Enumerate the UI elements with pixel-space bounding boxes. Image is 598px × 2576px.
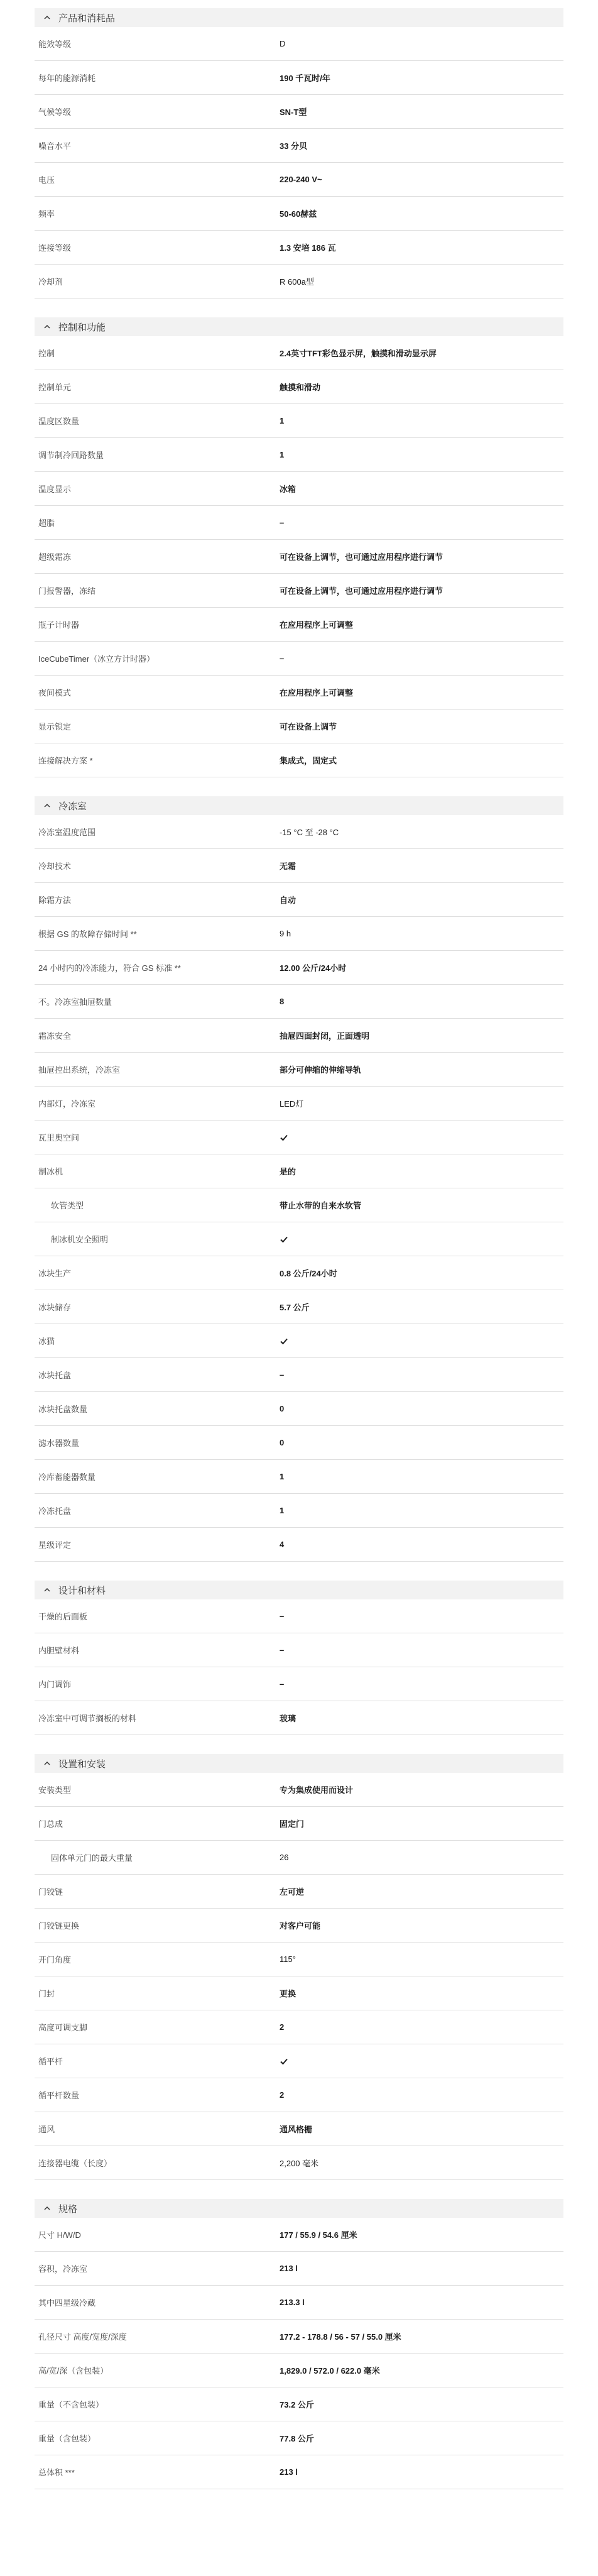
spec-value: 2,200 毫米 <box>280 2159 319 2168</box>
spec-row <box>35 438 563 472</box>
spec-label: 每年的能源消耗 <box>38 74 96 83</box>
spec-label: 高度可调支脚 <box>38 2023 88 2032</box>
spec-row <box>35 336 563 370</box>
spec-value: 冰箱 <box>280 485 296 494</box>
spec-row <box>35 27 563 61</box>
chevron-up-icon <box>40 1581 55 1599</box>
spec-row <box>35 676 563 710</box>
spec-value: 0.8 公斤/24小时 <box>280 1269 337 1278</box>
spec-value: 1 <box>280 416 285 425</box>
spec-label: 控制 <box>38 349 55 358</box>
spec-row <box>35 2320 563 2354</box>
spec-label: 通风 <box>38 2125 55 2134</box>
spec-label: IceCubeTimer（冰立方计时器） <box>38 654 155 664</box>
spec-label: 连接等级 <box>38 243 72 253</box>
spec-row <box>35 608 563 642</box>
section-title: 冷冻室 <box>58 801 87 812</box>
spec-label: 冷冻室温度范围 <box>38 828 96 837</box>
spec-row <box>35 1392 563 1426</box>
spec-value: – <box>280 518 285 527</box>
spec-row <box>35 1807 563 1841</box>
spec-row <box>35 2421 563 2455</box>
spec-value: 2 <box>280 2022 285 2032</box>
spec-label: 制冰机 <box>38 1167 63 1176</box>
spec-label: 冷冻室中可调节搁板的材料 <box>38 1714 137 1723</box>
spec-value: 177.2 - 178.8 / 56 - 57 / 55.0 厘米 <box>280 2332 401 2342</box>
spec-value: 50-60赫兹 <box>280 209 317 219</box>
spec-value: 0 <box>280 1404 285 1413</box>
spec-row <box>35 2286 563 2320</box>
spec-label: 内胆壁材料 <box>38 1646 80 1655</box>
spec-row <box>35 1222 563 1256</box>
spec-label: 频率 <box>38 209 55 219</box>
spec-row <box>35 2044 563 2078</box>
spec-value: 对客户可能 <box>280 1921 321 1931</box>
spec-value: D <box>280 39 286 48</box>
spec-row <box>35 1154 563 1188</box>
section-header-toggle[interactable] <box>35 2199 563 2218</box>
section-header-toggle[interactable] <box>35 796 563 815</box>
spec-value: 部分可伸缩的伸缩导轨 <box>280 1065 362 1075</box>
spec-value: 5.7 公斤 <box>280 1303 310 1312</box>
spec-label: 噪音水平 <box>38 141 72 151</box>
spec-value: 是的 <box>280 1167 296 1176</box>
spec-label: 冰块托盘数量 <box>38 1405 88 1414</box>
spec-value: 1 <box>280 1472 285 1481</box>
spec-value: 2.4英寸TFT彩色显示屏，触摸和滑动显示屏 <box>280 349 437 358</box>
spec-value: 通风格栅 <box>280 2125 313 2134</box>
spec-value: 自动 <box>280 896 296 905</box>
spec-label: 软管类型 <box>51 1201 84 1210</box>
spec-row <box>35 2078 563 2112</box>
spec-row <box>35 574 563 608</box>
spec-row <box>35 1290 563 1324</box>
spec-label: 安装类型 <box>38 1785 72 1795</box>
chevron-up-icon <box>40 8 55 27</box>
spec-label: 能效等级 <box>38 40 72 49</box>
spec-value: 在应用程序上可调整 <box>280 620 354 630</box>
spec-value: 可在设备上调节 <box>280 722 337 732</box>
spec-row <box>35 197 563 231</box>
spec-label: 滤水器数量 <box>38 1439 80 1448</box>
spec-row <box>35 1426 563 1460</box>
section-header-toggle[interactable] <box>35 317 563 336</box>
spec-row <box>35 1875 563 1909</box>
spec-value: 8 <box>280 997 285 1006</box>
section-title: 规格 <box>58 2203 78 2215</box>
spec-label: 连接解决方案 * <box>38 756 93 765</box>
spec-label: 尺寸 H/W/D <box>38 2230 81 2240</box>
spec-value: – <box>280 1611 285 1621</box>
spec-value: 213 l <box>280 2264 298 2273</box>
spec-label: 瓶子计时器 <box>38 620 80 630</box>
spec-label: 除霜方法 <box>38 896 72 905</box>
spec-label: 超脂 <box>38 518 55 528</box>
spec-label: 门封 <box>38 1989 55 1998</box>
spec-row <box>35 1943 563 1976</box>
spec-label: 调节制冷回路数量 <box>38 451 104 460</box>
spec-row <box>35 2455 563 2489</box>
spec-row <box>35 1087 563 1121</box>
chevron-up-icon <box>40 1754 55 1773</box>
spec-row <box>35 1773 563 1807</box>
spec-value: LED灯 <box>280 1099 304 1109</box>
spec-label: 门铰链更换 <box>38 1921 80 1931</box>
spec-label: 电压 <box>38 175 55 185</box>
section-title: 设置和安装 <box>58 1758 106 1770</box>
spec-row <box>35 985 563 1019</box>
spec-row <box>35 1976 563 2010</box>
spec-label: 孔径尺寸 高度/宽度/深度 <box>38 2332 127 2342</box>
spec-section <box>35 1581 563 1735</box>
spec-row <box>35 815 563 849</box>
spec-label: 显示锁定 <box>38 722 72 732</box>
checkmark-icon <box>280 1234 288 1244</box>
spec-row <box>35 1528 563 1562</box>
spec-label: 冷却技术 <box>38 862 72 871</box>
spec-label: 其中四星级冷藏 <box>38 2298 96 2308</box>
spec-label: 超级霜冻 <box>38 552 72 562</box>
spec-row <box>35 2146 563 2180</box>
spec-row <box>35 1460 563 1494</box>
spec-label: 制冰机安全照明 <box>51 1235 109 1244</box>
spec-label: 开门角度 <box>38 1955 72 1965</box>
spec-value: 190 千瓦时/年 <box>280 74 330 83</box>
spec-value: R 600a型 <box>280 277 314 287</box>
spec-row <box>35 129 563 163</box>
spec-label: 固体单元门的最大重量 <box>51 1853 133 1863</box>
spec-label: 冷冻托盘 <box>38 1506 72 1516</box>
spec-row <box>35 1494 563 1528</box>
spec-value: 2 <box>280 2090 285 2100</box>
spec-value: 集成式，固定式 <box>280 756 337 765</box>
spec-value: 0 <box>280 1438 285 1447</box>
spec-row <box>35 642 563 676</box>
spec-row <box>35 404 563 438</box>
section-title: 控制和功能 <box>58 322 106 333</box>
spec-value-check <box>280 2056 563 2066</box>
spec-label: 门铰链 <box>38 1887 63 1897</box>
spec-value: 213 l <box>280 2467 298 2477</box>
spec-row <box>35 61 563 95</box>
spec-row <box>35 1358 563 1392</box>
checkmark-icon <box>280 2056 288 2066</box>
spec-value: – <box>280 1370 285 1379</box>
spec-row <box>35 2010 563 2044</box>
spec-label: 循平杆数量 <box>38 2091 80 2100</box>
spec-value: 抽屉四面封闭，正面透明 <box>280 1031 370 1041</box>
spec-row <box>35 1841 563 1875</box>
spec-row <box>35 2387 563 2421</box>
spec-section <box>35 317 563 777</box>
spec-label: 冷却剂 <box>38 277 63 287</box>
spec-section <box>35 8 563 299</box>
spec-label: 冰块托盘 <box>38 1371 72 1380</box>
spec-value: -15 °C 至 -28 °C <box>280 828 339 837</box>
spec-row <box>35 1909 563 1943</box>
spec-value: 26 <box>280 1853 289 1862</box>
spec-value-check <box>280 1336 563 1346</box>
spec-value: 77.8 公斤 <box>280 2434 314 2443</box>
spec-row <box>35 95 563 129</box>
spec-value: 在应用程序上可调整 <box>280 688 354 698</box>
spec-value-check <box>280 1132 563 1143</box>
spec-row <box>35 540 563 574</box>
spec-row <box>35 1324 563 1358</box>
spec-value: 左可逆 <box>280 1887 305 1897</box>
spec-row <box>35 1121 563 1154</box>
section-title: 设计和材料 <box>58 1585 106 1596</box>
spec-row <box>35 1633 563 1667</box>
spec-label: 冰块生产 <box>38 1269 72 1278</box>
spec-label: 循平杆 <box>38 2057 63 2066</box>
spec-label: 冰块储存 <box>38 1303 72 1312</box>
spec-label: 气候等级 <box>38 107 72 117</box>
spec-row <box>35 917 563 951</box>
spec-row <box>35 951 563 985</box>
spec-label: 连接器电缆（长度） <box>38 2159 112 2168</box>
spec-section <box>35 2199 563 2489</box>
spec-value: 专为集成使用而设计 <box>280 1785 354 1795</box>
section-header-toggle[interactable] <box>35 1754 563 1773</box>
spec-row <box>35 1599 563 1633</box>
spec-label: 门报警器，冻结 <box>38 586 96 596</box>
spec-section <box>35 796 563 1562</box>
spec-value: 115° <box>280 1954 296 1964</box>
checkmark-icon <box>280 1132 288 1142</box>
spec-value: 177 / 55.9 / 54.6 厘米 <box>280 2230 357 2240</box>
spec-row <box>35 1701 563 1735</box>
spec-value: – <box>280 1645 285 1655</box>
spec-row <box>35 2252 563 2286</box>
spec-row <box>35 370 563 404</box>
spec-label: 冷库蓄能器数量 <box>38 1472 96 1482</box>
spec-row <box>35 1019 563 1053</box>
spec-row <box>35 265 563 299</box>
spec-label: 24 小时内的冷冻能力，符合 GS 标准 ** <box>38 963 181 973</box>
spec-value: 可在设备上调节，也可通过应用程序进行调节 <box>280 586 443 596</box>
spec-label: 瓦里奥空间 <box>38 1133 80 1143</box>
spec-row <box>35 710 563 743</box>
section-title: 产品和消耗品 <box>58 13 116 24</box>
spec-label: 冰猫 <box>38 1337 55 1346</box>
spec-value: 9 h <box>280 929 291 938</box>
spec-value: 1.3 安培 186 瓦 <box>280 243 336 253</box>
spec-value: 无霜 <box>280 862 296 871</box>
spec-row <box>35 231 563 265</box>
spec-row <box>35 506 563 540</box>
spec-label: 重量（含包装） <box>38 2434 96 2443</box>
spec-label: 不。冷冻室抽屉数量 <box>38 997 112 1007</box>
spec-value: 固定门 <box>280 1819 305 1829</box>
spec-row <box>35 1053 563 1087</box>
spec-label: 门总成 <box>38 1819 63 1829</box>
spec-value: 220-240 V~ <box>280 175 322 184</box>
spec-value: 可在设备上调节，也可通过应用程序进行调节 <box>280 552 443 562</box>
spec-row <box>35 743 563 777</box>
checkmark-icon <box>280 1336 288 1346</box>
spec-label: 星级评定 <box>38 1540 72 1550</box>
spec-label: 抽屉控出系统，冷冻室 <box>38 1065 121 1075</box>
spec-label: 根据 GS 的故障存储时间 ** <box>38 929 137 939</box>
spec-section <box>35 1754 563 2180</box>
spec-label: 温度区数量 <box>38 417 80 426</box>
spec-value: 玻璃 <box>280 1714 296 1723</box>
spec-row <box>35 1667 563 1701</box>
spec-row <box>35 1256 563 1290</box>
spec-label: 内部灯，冷冻室 <box>38 1099 96 1109</box>
spec-value: 12.00 公斤/24小时 <box>280 963 347 973</box>
spec-label: 干燥的后面板 <box>38 1612 88 1621</box>
spec-row <box>35 2218 563 2252</box>
spec-value: – <box>280 1679 285 1689</box>
spec-row <box>35 883 563 917</box>
spec-row <box>35 472 563 506</box>
spec-value: 更换 <box>280 1989 296 1998</box>
spec-value: 1 <box>280 1506 285 1515</box>
chevron-up-icon <box>40 317 55 336</box>
spec-row <box>35 1188 563 1222</box>
spec-label: 重量（不含包装） <box>38 2400 104 2409</box>
spec-value: – <box>280 654 285 663</box>
spec-value: 带止水带的自来水软管 <box>280 1201 362 1210</box>
spec-label: 高/宽/深（含包装） <box>38 2366 109 2376</box>
spec-value: SN-T型 <box>280 107 307 117</box>
spec-label: 霜冻安全 <box>38 1031 72 1041</box>
spec-row <box>35 2354 563 2387</box>
spec-value: 213.3 l <box>280 2298 305 2307</box>
spec-label: 控制单元 <box>38 383 72 392</box>
section-header-toggle[interactable] <box>35 1581 563 1599</box>
spec-value-check <box>280 1234 563 1244</box>
spec-value: 1 <box>280 450 285 459</box>
spec-value: 1,829.0 / 572.0 / 622.0 毫米 <box>280 2366 380 2376</box>
spec-value: 4 <box>280 1540 285 1549</box>
spec-label: 内门调饰 <box>38 1680 72 1689</box>
spec-label: 容积，冷冻室 <box>38 2264 88 2274</box>
spec-value: 73.2 公斤 <box>280 2400 314 2409</box>
spec-label: 夜间模式 <box>38 688 72 698</box>
spec-value: 触摸和滑动 <box>280 383 321 392</box>
spec-label: 温度显示 <box>38 485 72 494</box>
spec-value: 33 分贝 <box>280 141 308 151</box>
spec-row <box>35 2112 563 2146</box>
section-header-toggle[interactable] <box>35 8 563 27</box>
chevron-up-icon <box>40 796 55 815</box>
spec-label: 总体积 *** <box>38 2468 75 2477</box>
spec-row <box>35 849 563 883</box>
spec-row <box>35 163 563 197</box>
chevron-up-icon <box>40 2199 55 2218</box>
